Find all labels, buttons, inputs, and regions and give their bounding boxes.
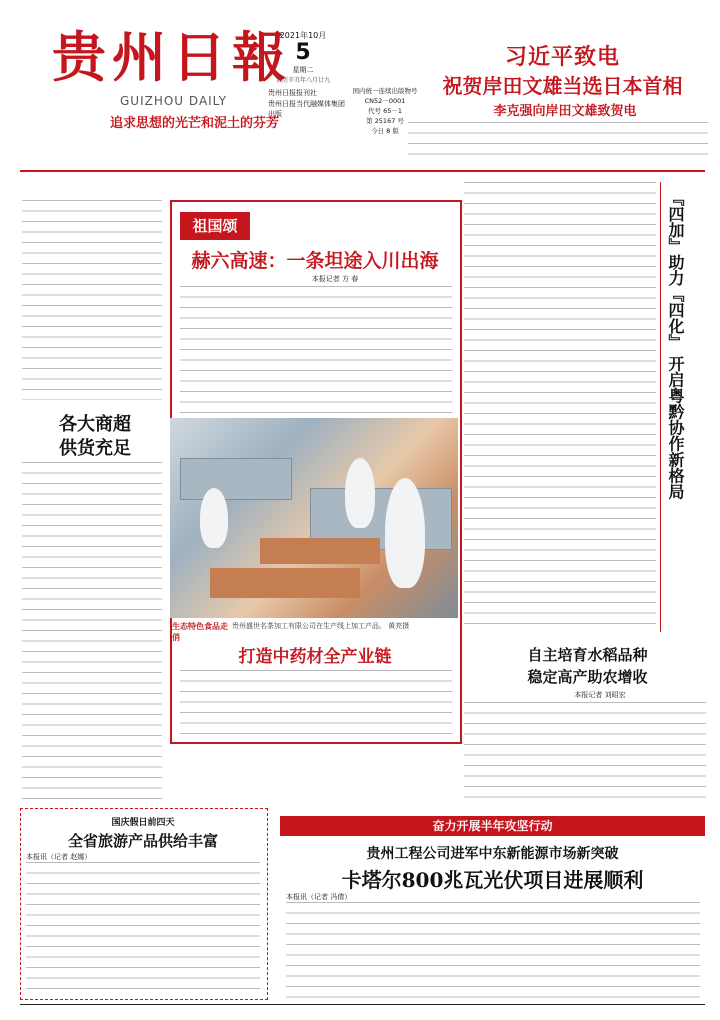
tray-shape: [210, 568, 360, 598]
tray-shape: [260, 538, 380, 564]
feature-body: [180, 286, 452, 416]
serial-line: 第 25167 号: [366, 117, 404, 126]
section-body: [180, 670, 452, 734]
date-box: [268, 30, 338, 84]
top-story-body: [408, 122, 708, 162]
worker-figure: [200, 488, 228, 548]
feature-badge: 祖国颂: [180, 212, 250, 240]
left-body-top: [22, 200, 162, 400]
holiday-byline: 本报讯（记者 赵娜）: [26, 853, 92, 861]
side-headline-2: 供货充足: [59, 438, 131, 459]
code-line: 代号 65－1: [368, 107, 402, 116]
masthead-divider: [20, 170, 705, 172]
publisher-line: 贵州日报当代融媒体集团: [268, 99, 345, 108]
date-weekday: 星期二: [292, 66, 314, 75]
worker-figure: [385, 478, 425, 588]
side-headline-1: 各大商超: [59, 414, 131, 435]
right-body: [464, 702, 706, 802]
mid-right-body: [464, 182, 656, 632]
feature-headline: 赫六高速：一条坦途入川出海: [191, 250, 439, 272]
bottom-byline: 本报讯（记者 冯倩）: [286, 893, 352, 901]
top-subhead: 李克强向岸田文雄致贺电: [493, 104, 637, 119]
machine-shape: [180, 458, 292, 500]
masthead-title: 贵州日報: [52, 25, 292, 89]
date-day: 5: [295, 40, 311, 65]
bottom-headline-1: 贵州工程公司进军中东新能源市场新突破: [366, 846, 619, 862]
pages-line: 今日 8 版: [371, 127, 399, 136]
vertical-title: 『四加』助力『四化』 开启粤黔协作新格局: [666, 190, 685, 500]
worker-figure: [345, 458, 375, 528]
right-headline-2: 稳定高产助农增收: [527, 668, 648, 686]
feature-byline: 本报记者 方 春: [311, 275, 359, 283]
publisher-line: 出版: [268, 110, 282, 118]
bottom-bar: 奋力开展半年攻坚行动: [280, 816, 705, 836]
photo-note: 贵州盛世名茶加工有限公司在生产线上加工产品。 黄亮摄: [232, 622, 410, 630]
factory-photo: [170, 418, 458, 618]
right-byline: 本报记者 刘昭宏: [574, 691, 626, 699]
side-body: [22, 462, 162, 802]
cn-line: CN52－0001: [364, 97, 406, 106]
right-headline-1: 自主培育水稻品种: [527, 646, 648, 664]
masthead-slogan: 追求思想的光芒和泥土的芬芳: [110, 116, 280, 131]
publisher-line: 贵州日报报刊社: [268, 89, 317, 97]
holiday-headline: 全省旅游产品供给丰富: [67, 832, 218, 850]
top-headline-2: 祝贺岸田文雄当选日本首相: [442, 74, 683, 98]
photo-caption: 生态特色食品走俏: [172, 621, 228, 642]
holiday-body: [26, 862, 260, 992]
issn-line: 国内统一连续出版物号: [352, 87, 418, 95]
date-lunar: 农历辛丑年八月廿九: [275, 77, 330, 85]
holiday-tag: 国庆假日前四天: [111, 818, 175, 828]
bottom-body: [286, 902, 700, 998]
date-month: 2021年10月: [279, 31, 327, 40]
section-headline: 打造中药材全产业链: [238, 647, 392, 667]
top-headline-1: 习近平致电: [504, 44, 620, 70]
page-bottom-rule: [20, 1004, 705, 1005]
masthead-english: GUIZHOU DAILY: [120, 94, 228, 108]
bottom-headline-2: 卡塔尔800兆瓦光伏项目进展顺利: [341, 868, 644, 892]
